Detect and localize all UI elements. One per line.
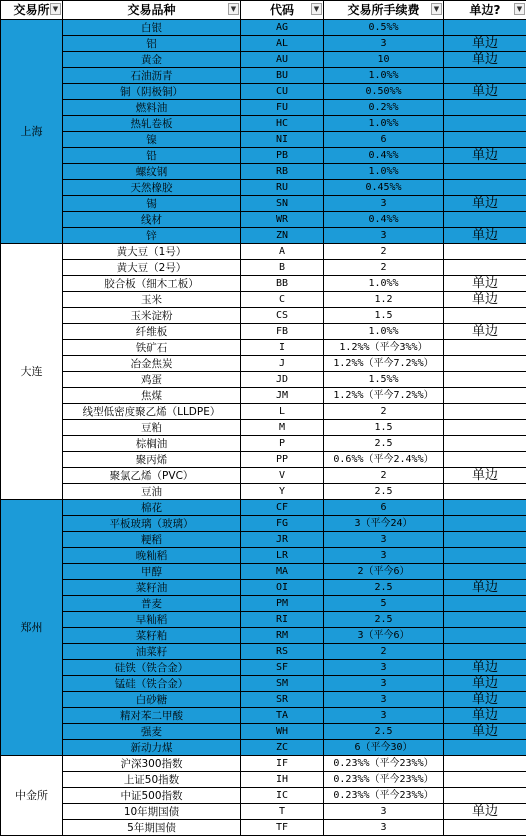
header-product bbox=[63, 1, 241, 20]
product-cell[interactable]: 硅铁（铁合金） bbox=[63, 660, 241, 676]
single-side-cell[interactable] bbox=[444, 596, 526, 612]
fee-cell[interactable]: 2.5 bbox=[324, 580, 444, 596]
fee-cell[interactable]: 1.0%% bbox=[324, 116, 444, 132]
single-side-cell[interactable]: 单边 bbox=[444, 148, 526, 164]
table-row bbox=[1, 132, 526, 148]
code-cell[interactable]: PB bbox=[241, 148, 324, 164]
fee-cell[interactable]: 0.6%%（平今2.4%%） bbox=[324, 452, 444, 468]
fee-cell[interactable]: 2 bbox=[324, 404, 444, 420]
table-row bbox=[1, 804, 526, 820]
table-row bbox=[1, 692, 526, 708]
fee-cell[interactable]: 1.5%% bbox=[324, 372, 444, 388]
product-cell[interactable]: 强麦 bbox=[63, 724, 241, 740]
single-side-cell[interactable] bbox=[444, 420, 526, 436]
code-cell[interactable]: RU bbox=[241, 180, 324, 196]
single-side-cell[interactable]: 单边 bbox=[444, 580, 526, 596]
table-row bbox=[1, 388, 526, 404]
single-side-cell[interactable]: 单边 bbox=[444, 804, 526, 820]
table-row bbox=[1, 308, 526, 324]
single-side-cell[interactable] bbox=[444, 100, 526, 116]
header-single bbox=[444, 1, 526, 20]
table-row bbox=[1, 452, 526, 468]
single-side-cell[interactable]: 单边 bbox=[444, 196, 526, 212]
exchange-cell[interactable]: 郑州 bbox=[1, 500, 63, 756]
single-side-cell[interactable]: 单边 bbox=[444, 84, 526, 100]
single-side-cell[interactable] bbox=[444, 820, 526, 836]
single-side-cell[interactable]: 单边 bbox=[444, 324, 526, 340]
code-cell[interactable]: JD bbox=[241, 372, 324, 388]
fee-cell[interactable]: 1.2%%（平今7.2%%） bbox=[324, 356, 444, 372]
single-side-cell[interactable] bbox=[444, 772, 526, 788]
table-row bbox=[1, 724, 526, 740]
fee-cell[interactable]: 3（平今6） bbox=[324, 628, 444, 644]
table-row bbox=[1, 468, 526, 484]
product-cell[interactable]: 天然橡胶 bbox=[63, 180, 241, 196]
product-cell[interactable]: 螺纹钢 bbox=[63, 164, 241, 180]
code-cell[interactable]: TA bbox=[241, 708, 324, 724]
product-cell[interactable]: 普麦 bbox=[63, 596, 241, 612]
table-row bbox=[1, 740, 526, 756]
filter-dropdown-icon[interactable]: ▼ bbox=[431, 3, 442, 15]
fee-cell[interactable]: 3 bbox=[324, 532, 444, 548]
table-row bbox=[1, 276, 526, 292]
table-row bbox=[1, 356, 526, 372]
code-cell[interactable]: WR bbox=[241, 212, 324, 228]
header-fee-label: 交易所手续费 bbox=[347, 3, 419, 17]
fee-cell[interactable]: 0.45%% bbox=[324, 180, 444, 196]
table-row bbox=[1, 228, 526, 244]
product-cell[interactable]: 平板玻璃（玻璃） bbox=[63, 516, 241, 532]
fee-cell[interactable]: 1.2 bbox=[324, 292, 444, 308]
product-cell[interactable]: 黄大豆（2号） bbox=[63, 260, 241, 276]
table-body bbox=[1, 20, 526, 836]
code-cell[interactable]: CF bbox=[241, 500, 324, 516]
single-side-cell[interactable] bbox=[444, 308, 526, 324]
fee-cell[interactable]: 0.5%% bbox=[324, 20, 444, 36]
fee-cell[interactable]: 0.23%%（平今23%%） bbox=[324, 772, 444, 788]
product-cell[interactable]: 5年期国债 bbox=[63, 820, 241, 836]
fee-cell[interactable]: 1.5 bbox=[324, 420, 444, 436]
product-cell[interactable]: 锡 bbox=[63, 196, 241, 212]
single-side-cell[interactable] bbox=[444, 212, 526, 228]
product-cell[interactable]: 棕榈油 bbox=[63, 436, 241, 452]
single-side-cell[interactable] bbox=[444, 564, 526, 580]
table-row bbox=[1, 660, 526, 676]
code-cell[interactable]: A bbox=[241, 244, 324, 260]
product-cell[interactable]: 聚丙烯 bbox=[63, 452, 241, 468]
product-cell[interactable]: 热轧卷板 bbox=[63, 116, 241, 132]
table-row bbox=[1, 68, 526, 84]
header-exchange bbox=[1, 1, 63, 20]
filter-dropdown-icon[interactable]: ▼ bbox=[311, 3, 322, 15]
fee-cell[interactable]: 2.5 bbox=[324, 612, 444, 628]
table-row bbox=[1, 644, 526, 660]
product-cell[interactable]: 豆油 bbox=[63, 484, 241, 500]
table-row bbox=[1, 404, 526, 420]
code-cell[interactable]: RM bbox=[241, 628, 324, 644]
fee-cell[interactable]: 6 bbox=[324, 500, 444, 516]
code-cell[interactable]: NI bbox=[241, 132, 324, 148]
code-cell[interactable]: HC bbox=[241, 116, 324, 132]
table-row bbox=[1, 548, 526, 564]
product-cell[interactable]: 黄金 bbox=[63, 52, 241, 68]
single-side-cell[interactable] bbox=[444, 356, 526, 372]
code-cell[interactable]: LR bbox=[241, 548, 324, 564]
table-row bbox=[1, 772, 526, 788]
fee-cell[interactable]: 2 bbox=[324, 644, 444, 660]
fee-cell[interactable]: 2.5 bbox=[324, 484, 444, 500]
table-row bbox=[1, 260, 526, 276]
fee-cell[interactable]: 3 bbox=[324, 228, 444, 244]
product-cell[interactable]: 黄大豆（1号） bbox=[63, 244, 241, 260]
code-cell[interactable]: RS bbox=[241, 644, 324, 660]
fee-cell[interactable]: 10 bbox=[324, 52, 444, 68]
fee-cell[interactable]: 3 bbox=[324, 660, 444, 676]
table-row bbox=[1, 212, 526, 228]
code-cell[interactable]: PM bbox=[241, 596, 324, 612]
code-cell[interactable]: ZC bbox=[241, 740, 324, 756]
code-cell[interactable]: SM bbox=[241, 676, 324, 692]
single-side-cell[interactable] bbox=[444, 612, 526, 628]
fee-cell[interactable]: 2.5 bbox=[324, 724, 444, 740]
product-cell[interactable]: 线型低密度聚乙烯（LLDPE） bbox=[63, 404, 241, 420]
code-cell[interactable]: BB bbox=[241, 276, 324, 292]
product-cell[interactable]: 鸡蛋 bbox=[63, 372, 241, 388]
single-side-cell[interactable] bbox=[444, 628, 526, 644]
header-fee bbox=[324, 1, 444, 20]
product-cell[interactable]: 铅 bbox=[63, 148, 241, 164]
product-cell[interactable]: 晚籼稻 bbox=[63, 548, 241, 564]
single-side-cell[interactable] bbox=[444, 484, 526, 500]
single-side-cell[interactable]: 单边 bbox=[444, 52, 526, 68]
fee-cell[interactable]: 1.0%% bbox=[324, 68, 444, 84]
single-side-cell[interactable] bbox=[444, 180, 526, 196]
code-cell[interactable]: FG bbox=[241, 516, 324, 532]
single-side-cell[interactable] bbox=[444, 516, 526, 532]
filter-dropdown-icon[interactable]: ▼ bbox=[50, 3, 61, 15]
code-cell[interactable]: P bbox=[241, 436, 324, 452]
single-side-cell[interactable] bbox=[444, 68, 526, 84]
fee-cell[interactable]: 3 bbox=[324, 804, 444, 820]
table-row bbox=[1, 84, 526, 100]
single-side-cell[interactable] bbox=[444, 644, 526, 660]
product-cell[interactable]: 10年期国债 bbox=[63, 804, 241, 820]
code-cell[interactable]: CU bbox=[241, 84, 324, 100]
product-cell[interactable]: 胶合板（细木工板） bbox=[63, 276, 241, 292]
code-cell[interactable]: RI bbox=[241, 612, 324, 628]
product-cell[interactable]: 纤维板 bbox=[63, 324, 241, 340]
table-row bbox=[1, 292, 526, 308]
single-side-cell[interactable] bbox=[444, 388, 526, 404]
fee-cell[interactable]: 2 bbox=[324, 260, 444, 276]
single-side-cell[interactable] bbox=[444, 500, 526, 516]
fee-cell[interactable]: 3 bbox=[324, 820, 444, 836]
table-row bbox=[1, 180, 526, 196]
code-cell[interactable]: Y bbox=[241, 484, 324, 500]
code-cell[interactable]: JM bbox=[241, 388, 324, 404]
product-cell[interactable]: 铜（阴极铜） bbox=[63, 84, 241, 100]
single-side-cell[interactable] bbox=[444, 20, 526, 36]
fee-cell[interactable]: 1.2%%（平今7.2%%） bbox=[324, 388, 444, 404]
product-cell[interactable]: 白银 bbox=[63, 20, 241, 36]
header-single-label: 单边? bbox=[470, 3, 501, 17]
table-row bbox=[1, 708, 526, 724]
table-row bbox=[1, 164, 526, 180]
table-row bbox=[1, 484, 526, 500]
fee-cell[interactable]: 0.2%% bbox=[324, 100, 444, 116]
fee-cell[interactable]: 3 bbox=[324, 196, 444, 212]
table-row bbox=[1, 516, 526, 532]
code-cell[interactable]: SF bbox=[241, 660, 324, 676]
fee-cell[interactable]: 2 bbox=[324, 468, 444, 484]
exchange-cell[interactable]: 上海 bbox=[1, 20, 63, 244]
single-side-cell[interactable] bbox=[444, 740, 526, 756]
product-cell[interactable]: 玉米 bbox=[63, 292, 241, 308]
product-cell[interactable]: 沪深300指数 bbox=[63, 756, 241, 772]
code-cell[interactable]: TF bbox=[241, 820, 324, 836]
single-side-cell[interactable]: 单边 bbox=[444, 708, 526, 724]
product-cell[interactable]: 玉米淀粉 bbox=[63, 308, 241, 324]
code-cell[interactable]: SN bbox=[241, 196, 324, 212]
product-cell[interactable]: 棉花 bbox=[63, 500, 241, 516]
table-row bbox=[1, 500, 526, 516]
product-cell[interactable]: 镍 bbox=[63, 132, 241, 148]
single-side-cell[interactable]: 单边 bbox=[444, 292, 526, 308]
single-side-cell[interactable] bbox=[444, 532, 526, 548]
fee-cell[interactable]: 1.0%% bbox=[324, 276, 444, 292]
table-row bbox=[1, 116, 526, 132]
code-cell[interactable]: FU bbox=[241, 100, 324, 116]
code-cell[interactable]: M bbox=[241, 420, 324, 436]
product-cell[interactable]: 早籼稻 bbox=[63, 612, 241, 628]
product-cell[interactable]: 锌 bbox=[63, 228, 241, 244]
table-row bbox=[1, 596, 526, 612]
single-side-cell[interactable] bbox=[444, 436, 526, 452]
product-cell[interactable]: 燃料油 bbox=[63, 100, 241, 116]
table-row bbox=[1, 20, 526, 36]
product-cell[interactable]: 油菜籽 bbox=[63, 644, 241, 660]
fee-cell[interactable]: 1.5 bbox=[324, 308, 444, 324]
product-cell[interactable]: 菜籽粕 bbox=[63, 628, 241, 644]
header-row bbox=[1, 1, 526, 20]
single-side-cell[interactable] bbox=[444, 132, 526, 148]
fee-cell[interactable]: 0.50%% bbox=[324, 84, 444, 100]
code-cell[interactable]: IC bbox=[241, 788, 324, 804]
fee-cell[interactable]: 0.4%% bbox=[324, 148, 444, 164]
single-side-cell[interactable] bbox=[444, 756, 526, 772]
single-side-cell[interactable] bbox=[444, 260, 526, 276]
fee-cell[interactable]: 2（平今6） bbox=[324, 564, 444, 580]
code-cell[interactable]: RB bbox=[241, 164, 324, 180]
single-side-cell[interactable] bbox=[444, 788, 526, 804]
fee-cell[interactable]: 1.2%%（平今3%%） bbox=[324, 340, 444, 356]
table-row bbox=[1, 628, 526, 644]
table-row bbox=[1, 612, 526, 628]
code-cell[interactable]: CS bbox=[241, 308, 324, 324]
single-side-cell[interactable]: 单边 bbox=[444, 468, 526, 484]
header-product-label: 交易品种 bbox=[127, 3, 175, 17]
code-cell[interactable]: V bbox=[241, 468, 324, 484]
filter-dropdown-icon[interactable]: ▼ bbox=[514, 3, 525, 15]
table-row bbox=[1, 244, 526, 260]
fee-cell[interactable]: 6 bbox=[324, 132, 444, 148]
product-cell[interactable]: 石油沥青 bbox=[63, 68, 241, 84]
product-cell[interactable]: 上证50指数 bbox=[63, 772, 241, 788]
table-row bbox=[1, 436, 526, 452]
code-cell[interactable]: OI bbox=[241, 580, 324, 596]
single-side-cell[interactable]: 单边 bbox=[444, 724, 526, 740]
single-side-cell[interactable] bbox=[444, 404, 526, 420]
single-side-cell[interactable]: 单边 bbox=[444, 660, 526, 676]
filter-dropdown-icon[interactable]: ▼ bbox=[228, 3, 239, 15]
table-row bbox=[1, 372, 526, 388]
single-side-cell[interactable] bbox=[444, 164, 526, 180]
exchange-cell[interactable]: 大连 bbox=[1, 244, 63, 500]
single-side-cell[interactable] bbox=[444, 452, 526, 468]
table-row bbox=[1, 564, 526, 580]
code-cell[interactable]: L bbox=[241, 404, 324, 420]
code-cell[interactable]: PP bbox=[241, 452, 324, 468]
code-cell[interactable]: FB bbox=[241, 324, 324, 340]
product-cell[interactable]: 甲醇 bbox=[63, 564, 241, 580]
product-cell[interactable]: 菜籽油 bbox=[63, 580, 241, 596]
fee-cell[interactable]: 3 bbox=[324, 676, 444, 692]
header-exchange-label: 交易所 bbox=[13, 3, 49, 17]
fee-cell[interactable]: 0.23%%（平今23%%） bbox=[324, 756, 444, 772]
code-cell[interactable]: MA bbox=[241, 564, 324, 580]
product-cell[interactable]: 线材 bbox=[63, 212, 241, 228]
product-cell[interactable]: 新动力煤 bbox=[63, 740, 241, 756]
product-cell[interactable]: 中证500指数 bbox=[63, 788, 241, 804]
fee-cell[interactable]: 0.4%% bbox=[324, 212, 444, 228]
single-side-cell[interactable]: 单边 bbox=[444, 676, 526, 692]
code-cell[interactable]: IH bbox=[241, 772, 324, 788]
product-cell[interactable]: 聚氯乙烯（PVC） bbox=[63, 468, 241, 484]
code-cell[interactable]: T bbox=[241, 804, 324, 820]
code-cell[interactable]: AL bbox=[241, 36, 324, 52]
product-cell[interactable]: 粳稻 bbox=[63, 532, 241, 548]
single-side-cell[interactable]: 单边 bbox=[444, 36, 526, 52]
single-side-cell[interactable]: 单边 bbox=[444, 228, 526, 244]
table-row bbox=[1, 580, 526, 596]
product-cell[interactable]: 精对苯二甲酸 bbox=[63, 708, 241, 724]
single-side-cell[interactable] bbox=[444, 340, 526, 356]
fee-cell[interactable]: 6（平今30） bbox=[324, 740, 444, 756]
table-row bbox=[1, 324, 526, 340]
single-side-cell[interactable] bbox=[444, 372, 526, 388]
single-side-cell[interactable]: 单边 bbox=[444, 276, 526, 292]
fee-cell[interactable]: 2.5 bbox=[324, 436, 444, 452]
product-cell[interactable]: 豆粕 bbox=[63, 420, 241, 436]
product-cell[interactable]: 冶金焦炭 bbox=[63, 356, 241, 372]
product-cell[interactable]: 白砂糖 bbox=[63, 692, 241, 708]
code-cell[interactable]: AU bbox=[241, 52, 324, 68]
product-cell[interactable]: 铁矿石 bbox=[63, 340, 241, 356]
fee-cell[interactable]: 3 bbox=[324, 708, 444, 724]
code-cell[interactable]: SR bbox=[241, 692, 324, 708]
table-row bbox=[1, 820, 526, 836]
product-cell[interactable]: 焦煤 bbox=[63, 388, 241, 404]
product-cell[interactable]: 铝 bbox=[63, 36, 241, 52]
code-cell[interactable]: C bbox=[241, 292, 324, 308]
table-row bbox=[1, 36, 526, 52]
header-code-label: 代码 bbox=[270, 3, 294, 17]
code-cell[interactable]: ZN bbox=[241, 228, 324, 244]
table-row bbox=[1, 196, 526, 212]
fee-cell[interactable]: 3 bbox=[324, 36, 444, 52]
table-row bbox=[1, 676, 526, 692]
header-code bbox=[241, 1, 324, 20]
fee-cell[interactable]: 5 bbox=[324, 596, 444, 612]
fee-cell[interactable]: 3（平今24） bbox=[324, 516, 444, 532]
table-row bbox=[1, 756, 526, 772]
table-row bbox=[1, 340, 526, 356]
fee-cell[interactable]: 1.0%% bbox=[324, 324, 444, 340]
single-side-cell[interactable] bbox=[444, 244, 526, 260]
single-side-cell[interactable] bbox=[444, 548, 526, 564]
code-cell[interactable]: WH bbox=[241, 724, 324, 740]
single-side-cell[interactable]: 单边 bbox=[444, 692, 526, 708]
fee-cell[interactable]: 3 bbox=[324, 548, 444, 564]
code-cell[interactable]: IF bbox=[241, 756, 324, 772]
code-cell[interactable]: J bbox=[241, 356, 324, 372]
product-cell[interactable]: 锰硅（铁合金） bbox=[63, 676, 241, 692]
code-cell[interactable]: I bbox=[241, 340, 324, 356]
fee-cell[interactable]: 2 bbox=[324, 244, 444, 260]
table-row bbox=[1, 788, 526, 804]
fee-cell[interactable]: 0.23%%（平今23%%） bbox=[324, 788, 444, 804]
fee-cell[interactable]: 3 bbox=[324, 692, 444, 708]
code-cell[interactable]: B bbox=[241, 260, 324, 276]
exchange-cell[interactable]: 中金所 bbox=[1, 756, 63, 836]
code-cell[interactable]: BU bbox=[241, 68, 324, 84]
single-side-cell[interactable] bbox=[444, 116, 526, 132]
table-row bbox=[1, 52, 526, 68]
table-row bbox=[1, 532, 526, 548]
code-cell[interactable]: AG bbox=[241, 20, 324, 36]
fee-cell[interactable]: 1.0%% bbox=[324, 164, 444, 180]
table-row bbox=[1, 420, 526, 436]
table-row bbox=[1, 100, 526, 116]
code-cell[interactable]: JR bbox=[241, 532, 324, 548]
table-row bbox=[1, 148, 526, 164]
